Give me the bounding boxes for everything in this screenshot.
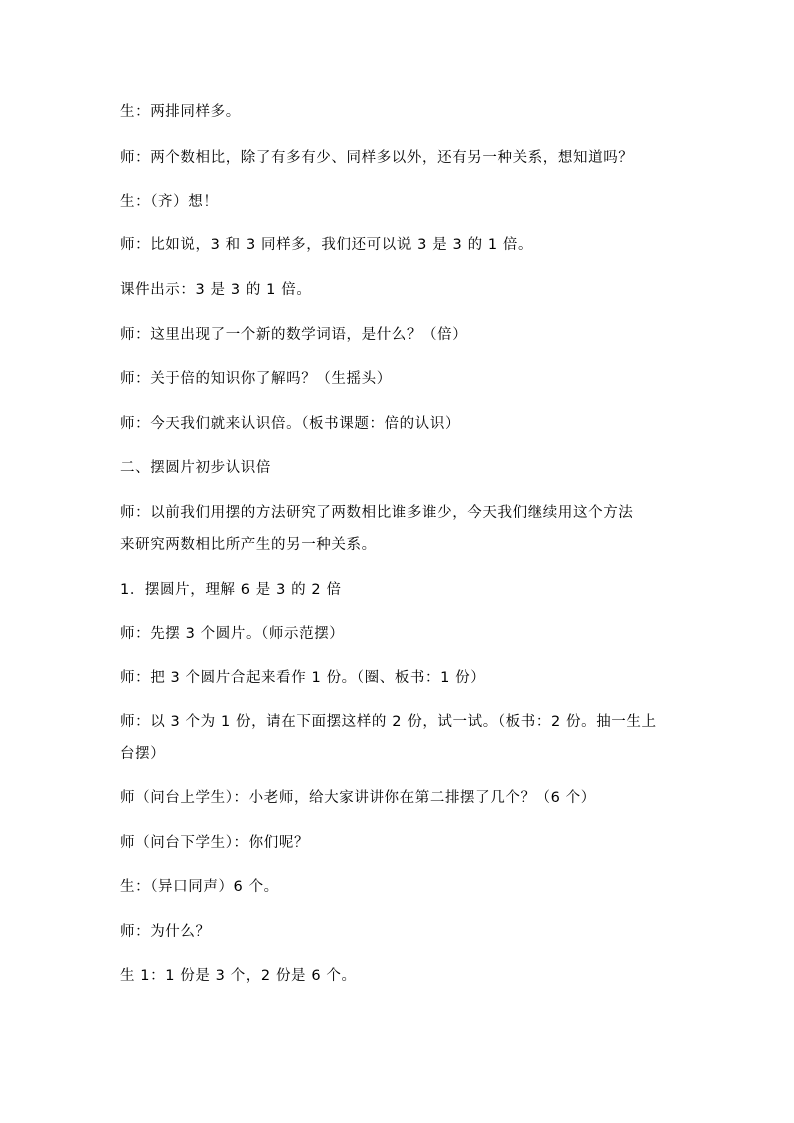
paragraph-10: 师：先摆 3 个圆片。（师示范摆） [120,626,345,642]
paragraph-6: 师：这里出现了一个新的数学词语，是什么？（倍） [120,327,468,343]
paragraph-17: 生 1：1 份是 3 个，2 份是 6 个。 [120,968,357,984]
paragraph-12-line-2: 台摆） [120,746,166,762]
paragraph-15: 生：（异口同声）6 个。 [120,879,279,895]
paragraph-14: 师（问台下学生）：你们呢？ [120,835,310,851]
paragraph-9-line-2: 来研究两数相比所产生的另一种关系。 [120,537,377,553]
paragraph-7: 师：关于倍的知识你了解吗？（生摇头） [120,371,392,387]
paragraph-3: 生：（齐）想！ [120,194,219,210]
paragraph-9-line-1: 师：以前我们用摆的方法研究了两数相比谁多谁少，今天我们继续用这个方法 [120,505,634,521]
paragraph-4: 师：比如说，3 和 3 同样多，我们还可以说 3 是 3 的 1 倍。 [120,237,534,253]
paragraph-12-line-1: 师：以 3 个为 1 份，请在下面摆这样的 2 份，试一试。（板书：2 份。抽一生上 [120,714,657,730]
paragraph-13: 师（问台上学生）：小老师，给大家讲讲你在第二排摆了几个？（6 个） [120,790,596,806]
section-heading: 二、摆圆片初步认识倍 [120,460,271,476]
paragraph-5: 课件出示：3 是 3 的 1 倍。 [120,282,312,298]
subsection-heading: 1．摆圆片，理解 6 是 3 的 2 倍 [120,582,342,598]
paragraph-1: 生：两排同样多。 [120,104,241,120]
paragraph-11: 师：把 3 个圆片合起来看作 1 份。（圈、板书：1 份） [120,670,486,686]
paragraph-2: 师：两个数相比，除了有多有少、同样多以外，还有另一种关系，想知道吗？ [120,150,634,166]
paragraph-16: 师：为什么？ [120,924,211,940]
paragraph-8: 师：今天我们就来认识倍。（板书课题：倍的认识） [120,416,461,432]
